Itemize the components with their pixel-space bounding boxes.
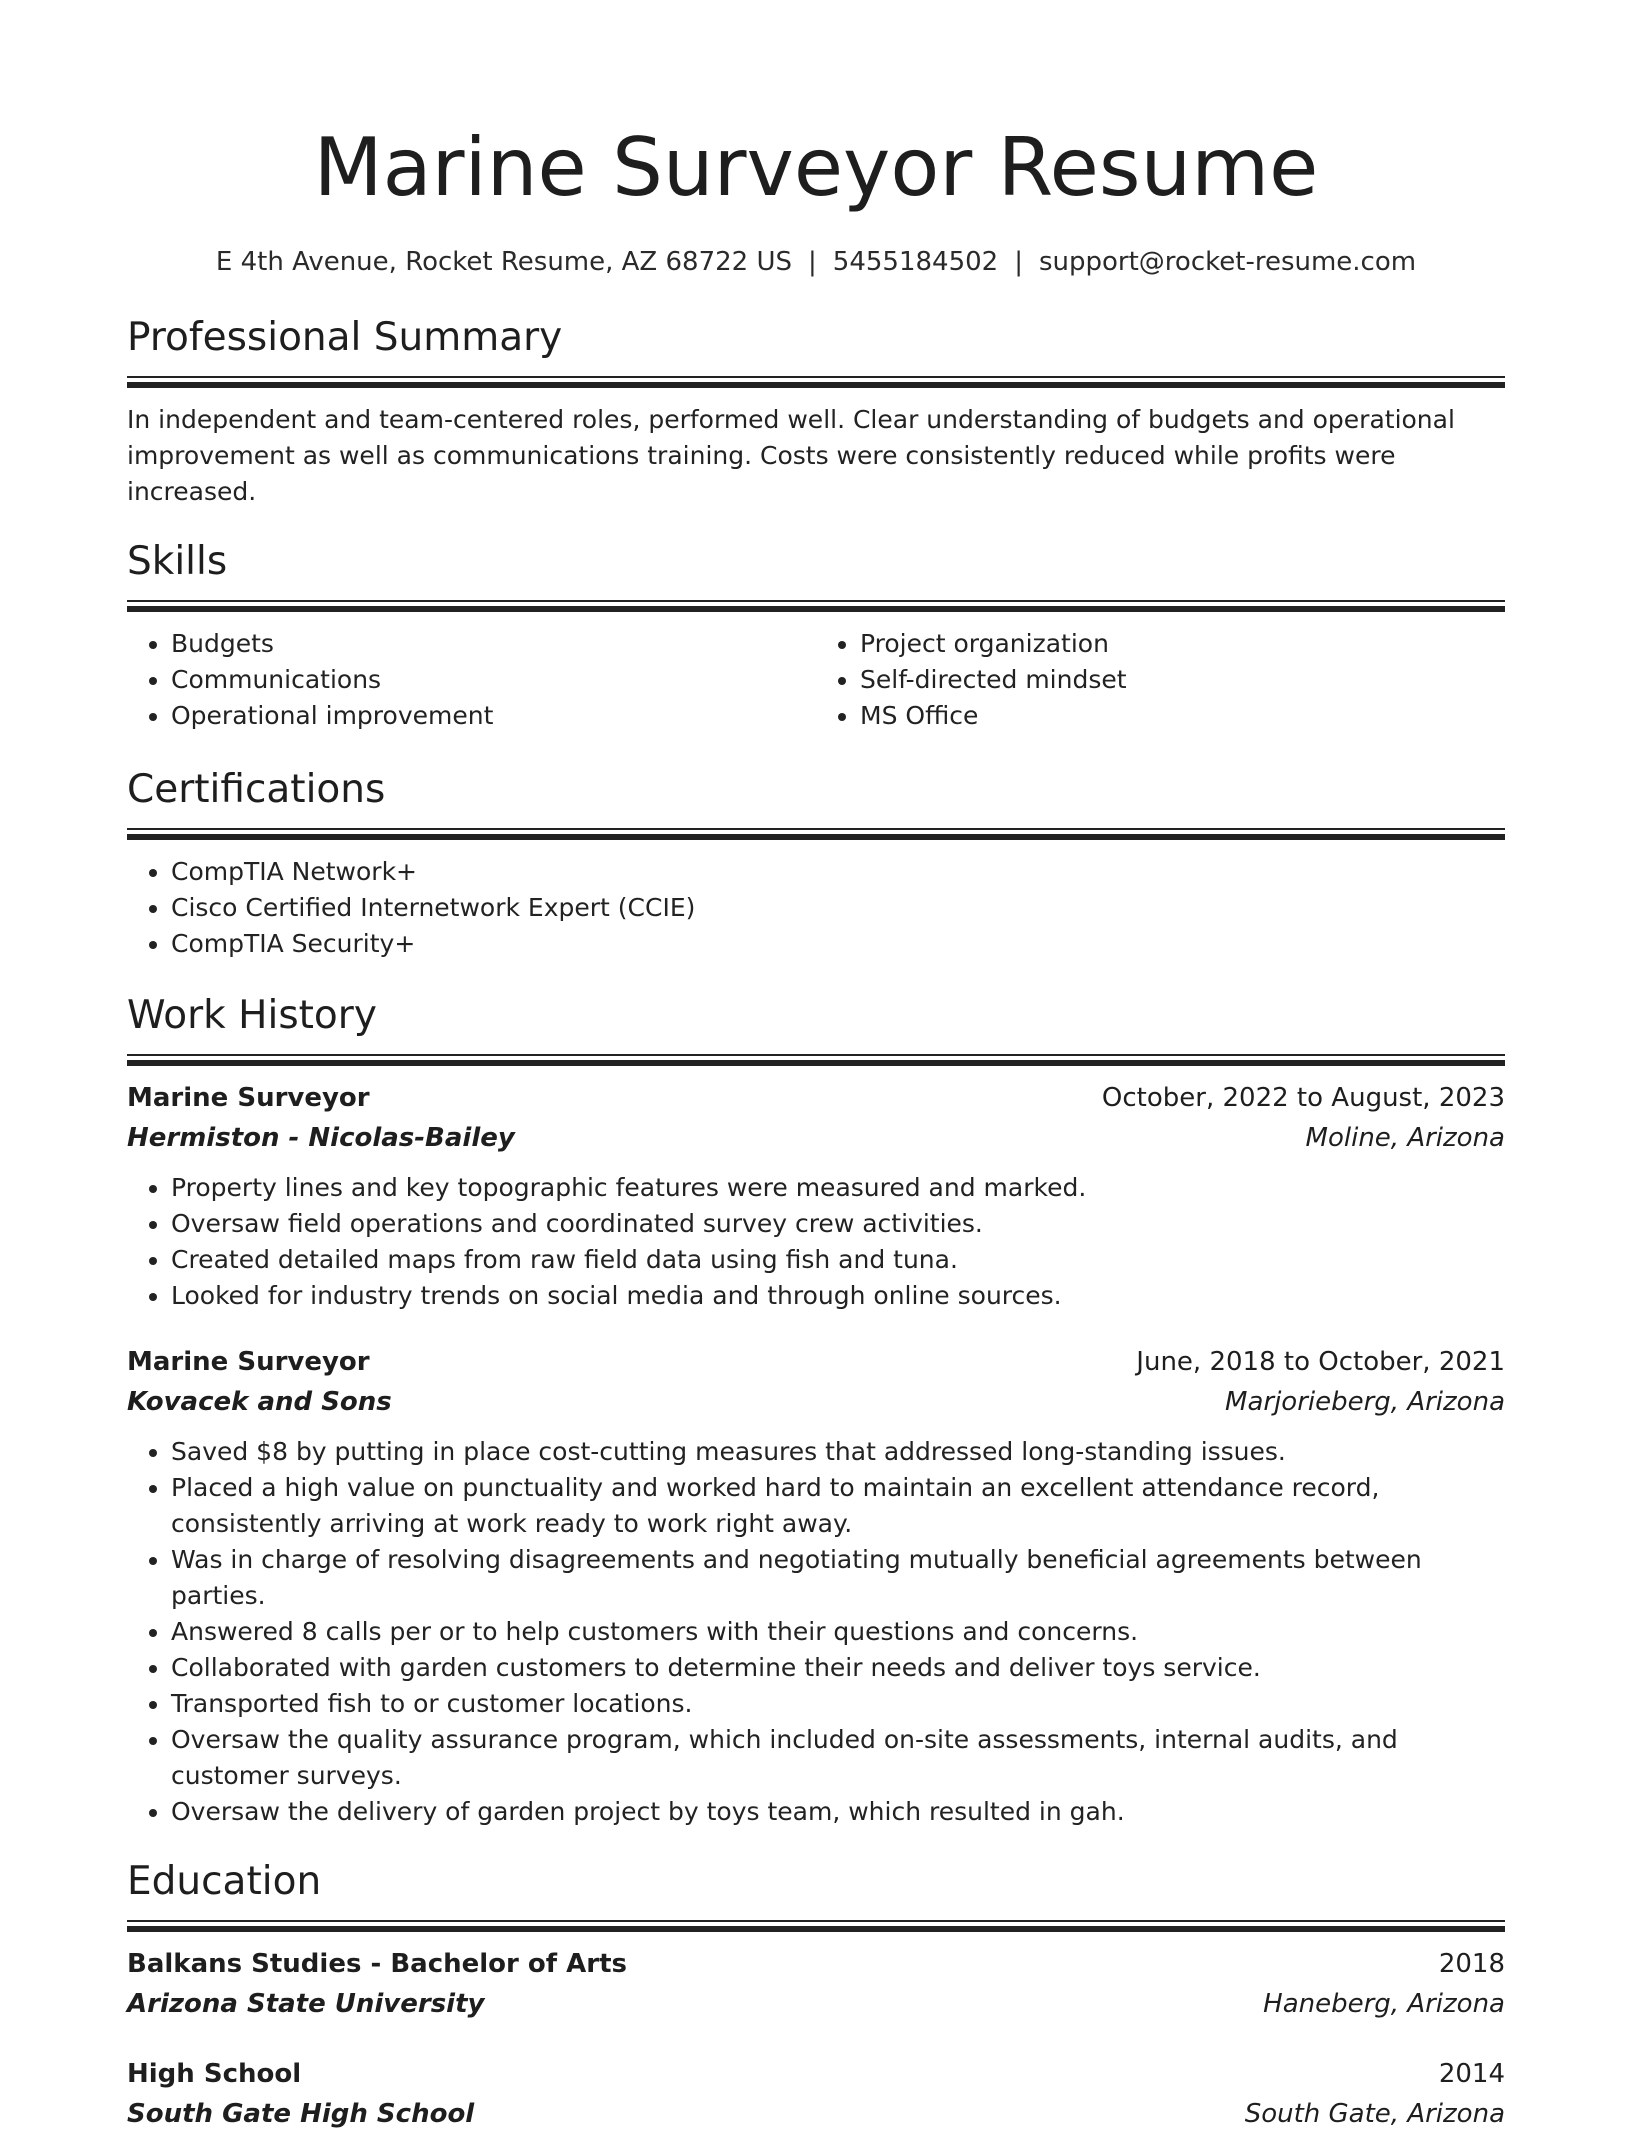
certification-item: • CompTIA Network+	[171, 854, 1505, 890]
section-divider	[127, 1920, 1505, 1932]
contact-separator: |	[1014, 247, 1023, 277]
section-title: Work History	[127, 993, 377, 1038]
resume-name: Marine Surveyor Resume	[313, 121, 1319, 214]
skill-item: • Project organization	[860, 626, 1505, 662]
education-header	[127, 2054, 1505, 2094]
skills-list	[127, 626, 1505, 734]
contact-separator: |	[808, 247, 817, 277]
education-subheader	[127, 1984, 1505, 2024]
education-entry	[127, 2054, 1505, 2134]
job-location: Moline, Arizona	[1305, 1123, 1505, 1153]
contact-email: support@rocket-resume.com	[1038, 247, 1417, 277]
summary-section	[127, 312, 1505, 510]
job-subheader	[127, 1382, 1505, 1422]
section-title: Skills	[127, 539, 228, 584]
certification-item: • Cisco Certified Internetwork Expert (CCIE)	[171, 890, 1505, 926]
job-dates: October, 2022 to August, 2023	[1101, 1083, 1505, 1113]
job-bullets	[127, 1434, 1505, 1830]
job-header	[127, 1342, 1505, 1382]
section-divider	[127, 828, 1505, 840]
skills-column-right	[816, 626, 1505, 734]
job-company: Hermiston - Nicolas-Bailey	[127, 1123, 515, 1153]
job-header	[127, 1078, 1505, 1118]
job-bullet: • Transported fish to or customer locations.	[171, 1686, 1505, 1722]
job-bullet: • Was in charge of resolving disagreements and negotiating mutually beneficial agreements between parties.	[171, 1542, 1505, 1614]
job-bullet: • Placed a high value on punctuality and worked hard to maintain an excellent attendance record, consistently arriving at work ready to work right away.	[171, 1470, 1505, 1542]
education-location: Haneberg, Arizona	[1263, 1989, 1505, 2019]
job-entry	[127, 1078, 1505, 1314]
skills-section	[127, 536, 1505, 734]
education-header	[127, 1944, 1505, 1984]
section-divider	[127, 600, 1505, 612]
job-bullet: • Created detailed maps from raw field data using fish and tuna.	[171, 1242, 1505, 1278]
education-degree: Balkans Studies - Bachelor of Arts	[127, 1949, 627, 1979]
education-year: 2018	[1438, 1949, 1505, 1979]
certifications-section	[127, 764, 1505, 962]
job-bullet: • Saved $8 by putting in place cost-cutting measures that addressed long-standing issues.	[171, 1434, 1505, 1470]
job-bullet: • Oversaw the delivery of garden project by toys team, which resulted in gah.	[171, 1794, 1505, 1830]
education-subheader	[127, 2094, 1505, 2134]
education-entry	[127, 1944, 1505, 2024]
job-bullet: • Property lines and key topographic features were measured and marked.	[171, 1170, 1505, 1206]
skill-item: • MS Office	[860, 698, 1505, 734]
section-title: Education	[127, 1859, 322, 1904]
job-bullet: • Oversaw field operations and coordinated survey crew activities.	[171, 1206, 1505, 1242]
job-entry	[127, 1342, 1505, 1830]
certifications-list	[127, 854, 1505, 962]
job-bullet: • Oversaw the quality assurance program, which included on-site assessments, internal audits, and customer surveys.	[171, 1722, 1505, 1794]
education-section	[127, 1856, 1505, 2134]
education-degree: High School	[127, 2059, 302, 2089]
contact-phone: 5455184502	[832, 247, 999, 277]
section-divider	[127, 376, 1505, 388]
skills-column-left	[127, 626, 816, 734]
contact-line	[127, 244, 1505, 280]
skill-item: • Budgets	[171, 626, 816, 662]
job-bullet: • Collaborated with garden customers to determine their needs and deliver toys service.	[171, 1650, 1505, 1686]
skill-item: • Self-directed mindset	[860, 662, 1505, 698]
contact-address: E 4th Avenue, Rocket Resume, AZ 68722 US	[215, 247, 793, 277]
job-location: Marjorieberg, Arizona	[1225, 1387, 1505, 1417]
work-history-section	[127, 990, 1505, 1830]
job-subheader	[127, 1118, 1505, 1158]
education-location: South Gate, Arizona	[1244, 2099, 1505, 2129]
job-bullets	[127, 1170, 1505, 1314]
job-company: Kovacek and Sons	[127, 1387, 392, 1417]
skill-item: • Communications	[171, 662, 816, 698]
job-bullet: • Answered 8 calls per or to help customers with their questions and concerns.	[171, 1614, 1505, 1650]
education-year: 2014	[1438, 2059, 1505, 2089]
skill-item: • Operational improvement	[171, 698, 816, 734]
summary-text: In independent and team-centered roles, performed well. Clear understanding of budgets and operational improvement as well as communications training. Costs were consistently reduced while profits were increased.	[127, 405, 1455, 506]
section-title: Professional Summary	[127, 315, 563, 360]
section-divider	[127, 1054, 1505, 1066]
education-school: Arizona State University	[127, 1989, 485, 2019]
section-title: Certifications	[127, 767, 386, 812]
education-school: South Gate High School	[127, 2099, 475, 2129]
job-title: Marine Surveyor	[127, 1347, 370, 1377]
job-title: Marine Surveyor	[127, 1083, 370, 1113]
job-dates: June, 2018 to October, 2021	[1136, 1347, 1505, 1377]
job-bullet: • Looked for industry trends on social media and through online sources.	[171, 1278, 1505, 1314]
certification-item: • CompTIA Security+	[171, 926, 1505, 962]
